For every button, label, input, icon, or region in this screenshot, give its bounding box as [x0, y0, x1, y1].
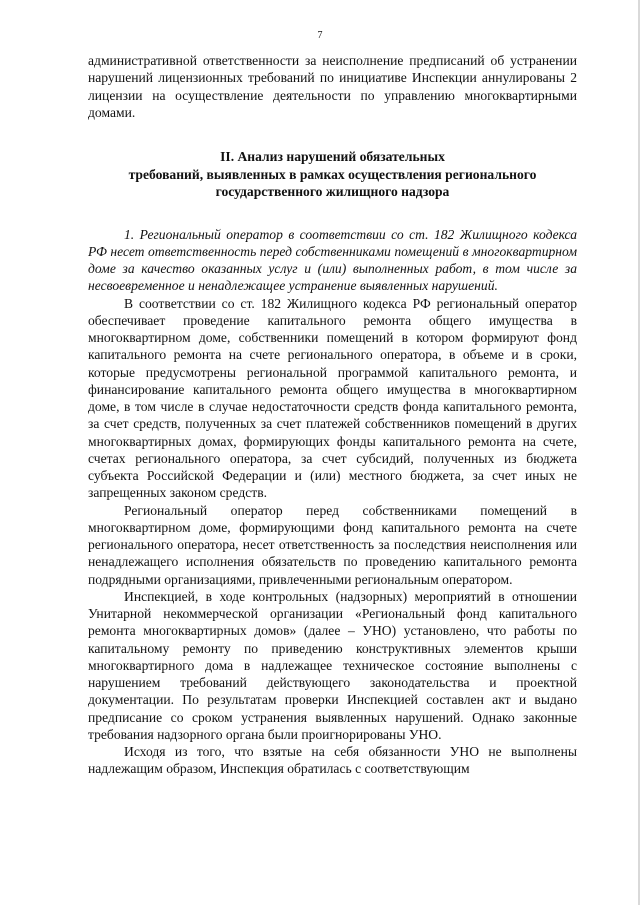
body-paragraph-3: Инспекцией, в ходе контрольных (надзорных) мероприятий в отношении Унитарной некоммерческой организации «Региональный фонд капитального ремонта многоквартирных домов» (далее – УНО) установлено, что работы по капитальному ремонту по приведению конструктивных элементов крыши многоквартирного дома в надлежащее техническое состояние выполнены с нарушением требований действующего законодательства и проектной документации. По результатам проверки Инспекцией составлен акт и выдано предписание со сроком устранения выявленных нарушений. Однако законные требования надзорного органа были проигнорированы УНО. — [88, 588, 577, 742]
body-paragraph-2: Региональный оператор перед собственниками помещений в многоквартирном доме, формирующими фонд капитального ремонта на счете регионального оператора, несет ответственность за последствия неисполнения или ненадлежащего исполнения обязательств по проведению капитального ремонта подрядными организациями, привлеченными региональным оператором. — [88, 502, 577, 587]
body-paragraph-4: Исходя из того, что взятые на себя обязанности УНО не выполнены надлежащим образом, Инспекция обратилась с соответствующим — [88, 744, 577, 777]
section-heading — [88, 148, 577, 201]
document-body — [88, 52, 577, 778]
page-number: 7 — [317, 30, 323, 41]
section-heading-line-1: II. Анализ нарушений обязательных — [220, 149, 445, 164]
body-paragraph-1: В соответствии со ст. 182 Жилищного кодекса РФ региональный оператор обеспечивает проведение капитального ремонта общего имущества в многоквартирном доме, собственники помещений в котором формируют фонд капитального ремонта на счете регионального оператора, в объеме и в сроки, которые предусмотрены региональной программой капитального ремонта, и финансирование капитального ремонта общего имущества в многоквартирном доме, в том числе в случае недостаточности средств фонда капитального ремонта, за счет средств, полученных за счет платежей собственников помещений в других многоквартирных домах, формирующих фонды капитального ремонта на счете, счетах регионального оператора, за счет субсидий, полученных из бюджета субъекта Российской Федерации и (или) местного бюджета, за счет иных не запрещенных законом средств. — [88, 295, 577, 501]
item-1-italic-paragraph: 1. Региональный оператор в соответствии со ст. 182 Жилищного кодекса РФ несет ответственность перед собственниками помещений в многоквартирном доме за качество оказанных услуг и (или) выполненных работ, в том числе за несвоевременное и ненадлежащее устранение выявленных нарушений. — [88, 226, 577, 294]
intro-paragraph: административной ответственности за неисполнение предписаний об устранении нарушений лицензионных требований по инициативе Инспекции аннулированы 2 лицензии на осуществление деятельности по управлению многоквартирными домами. — [88, 53, 577, 120]
section-heading-line-3: государственного жилищного надзора — [215, 184, 450, 199]
section-heading-line-2: требований, выявленных в рамках осуществления регионального — [128, 166, 537, 182]
